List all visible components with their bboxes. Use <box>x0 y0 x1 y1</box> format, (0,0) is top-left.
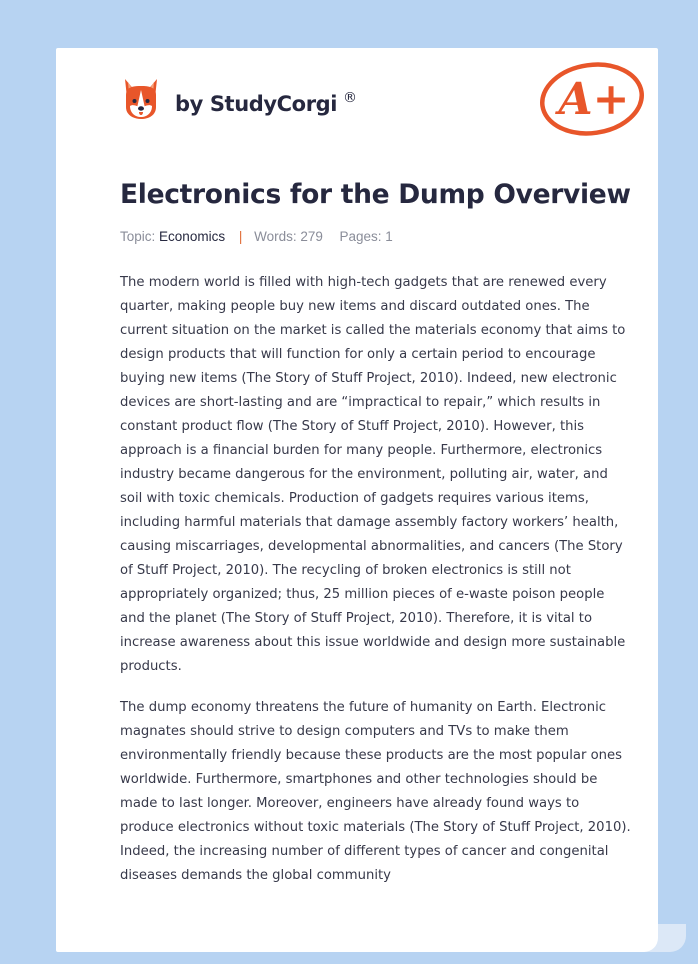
body-paragraph: The dump economy threatens the future of humanity on Earth. Electronic magnates should strive to design computers and TVs to make them environmentally friendly because these products are the most popular ones worldwide. Furthermore, smartphones and other technologies should be made to last longer. Moreover, engineers have already found ways to produce electronics without toxic materials (The Story of Stuff Project, 2010). Indeed, the increasing number of different types of cancer and congenital diseases demands the global community <box>120 700 631 883</box>
topic-link[interactable]: Economics <box>159 229 226 244</box>
document-title: Electronics for the Dump Overview <box>120 179 631 210</box>
brand-name[interactable]: by StudyCorgi <box>175 92 338 116</box>
document-meta <box>120 229 393 244</box>
words-value: 279 <box>300 229 323 244</box>
meta-separator: | <box>238 229 243 244</box>
body-paragraph: The modern world is filled with high-tech gadgets that are renewed every quarter, making people buy new items and discard outdated ones. The current situation on the market is called the materials economy that aims to design products that will function for only a certain period to encourage buying new items (The Story of Stuff Project, 2010). Indeed, new electronic devices are short-lasting and are “impractical to repair,” which results in constant product flow (The Story of Stuff Project, 2010). However, this approach is a financial burden for many people. Furthermore, electronics industry became dangerous for the environment, polluting air, water, and soil with toxic chemicals. Production of gadgets requires various items, including harmful materials that damage assembly factory workers’ health, causing miscarriages, developmental abnormalities, and cancers (The Story of Stuff Project, 2010). The recycling of broken electronics is still not appropriately organized; thus, 25 million pieces of e-waste poison people and the planet (The Story of Stuff Project, 2010). Therefore, it is vital to increase awareness about this issue worldwide and design more sustainable products. <box>120 275 626 674</box>
corgi-logo-icon <box>121 77 161 121</box>
topic-label: Topic: <box>120 229 156 244</box>
words-label: Words: <box>254 229 297 244</box>
grade-text: A+ <box>558 74 630 125</box>
pages-value: 1 <box>385 229 393 244</box>
grade-badge-icon <box>538 58 650 140</box>
document-page <box>56 48 658 952</box>
pages-label: Pages: <box>339 229 382 244</box>
registered-mark: ® <box>343 90 357 106</box>
document-body <box>120 271 632 905</box>
